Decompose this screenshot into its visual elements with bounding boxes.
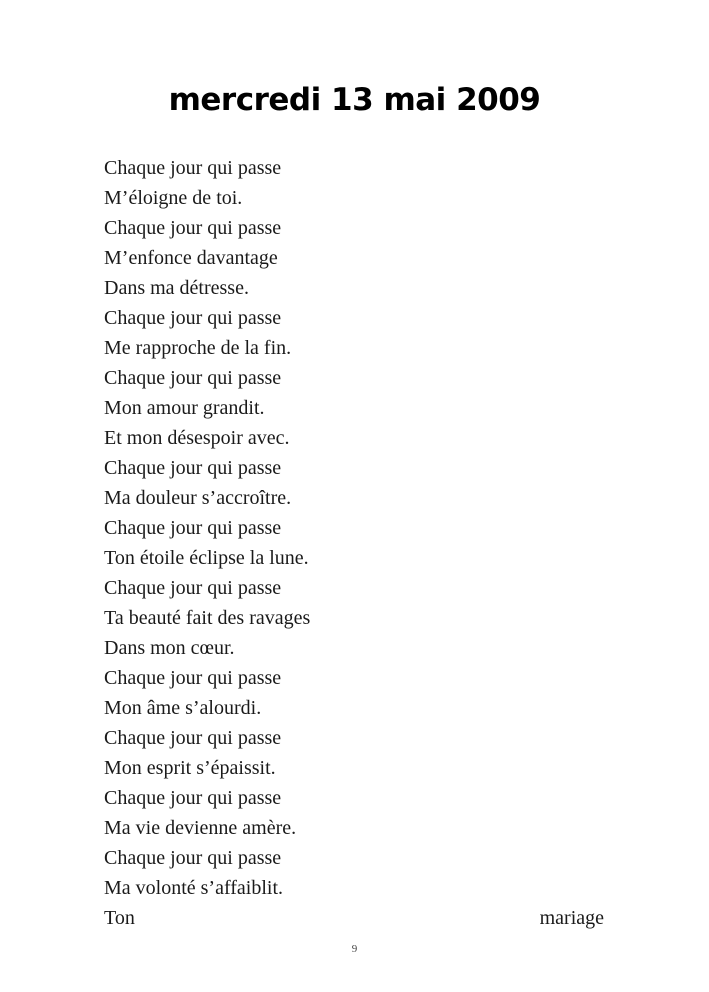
poem-line: Ma volonté s’affaiblit.: [104, 877, 284, 899]
poem-last-line-end: mariage: [539, 907, 604, 929]
page-title: mercredi 13 mai 2009: [168, 82, 541, 118]
poem-line: Chaque jour qui passe: [104, 517, 282, 539]
poem-last-line-start: Ton: [104, 907, 135, 929]
poem-line: Mon âme s’alourdi.: [104, 697, 262, 719]
poem-line: Ta beauté fait des ravages: [104, 607, 311, 629]
poem-last-line: [104, 903, 604, 933]
poem-line: Chaque jour qui passe: [104, 367, 282, 389]
poem-line: Ton étoile éclipse la lune.: [104, 547, 309, 569]
poem-line: Ma douleur s’accroître.: [104, 487, 292, 509]
poem-line: Mon amour grandit.: [104, 397, 265, 419]
poem-line: Chaque jour qui passe: [104, 787, 282, 809]
poem-line: Chaque jour qui passe: [104, 667, 282, 689]
poem-line: M’éloigne de toi.: [104, 187, 243, 209]
poem-line: Chaque jour qui passe: [104, 457, 282, 479]
poem-line: Chaque jour qui passe: [104, 577, 282, 599]
poem-line: Chaque jour qui passe: [104, 847, 282, 869]
poem-line: M’enfonce davantage: [104, 247, 278, 269]
poem-line: Chaque jour qui passe: [104, 217, 282, 239]
poem-line: Me rapproche de la fin.: [104, 337, 292, 359]
poem-line: Dans ma détresse.: [104, 277, 249, 299]
poem-line: Et mon désespoir avec.: [104, 427, 290, 449]
poem-line: Chaque jour qui passe: [104, 307, 282, 329]
poem-line: Chaque jour qui passe: [104, 157, 282, 179]
page-number: 9: [351, 943, 358, 955]
poem-line: Ma vie devienne amère.: [104, 817, 297, 839]
poem-line: Chaque jour qui passe: [104, 727, 282, 749]
poem-body: [104, 153, 604, 933]
poem-line: Mon esprit s’épaissit.: [104, 757, 276, 779]
poem-line: Dans mon cœur.: [104, 637, 235, 659]
